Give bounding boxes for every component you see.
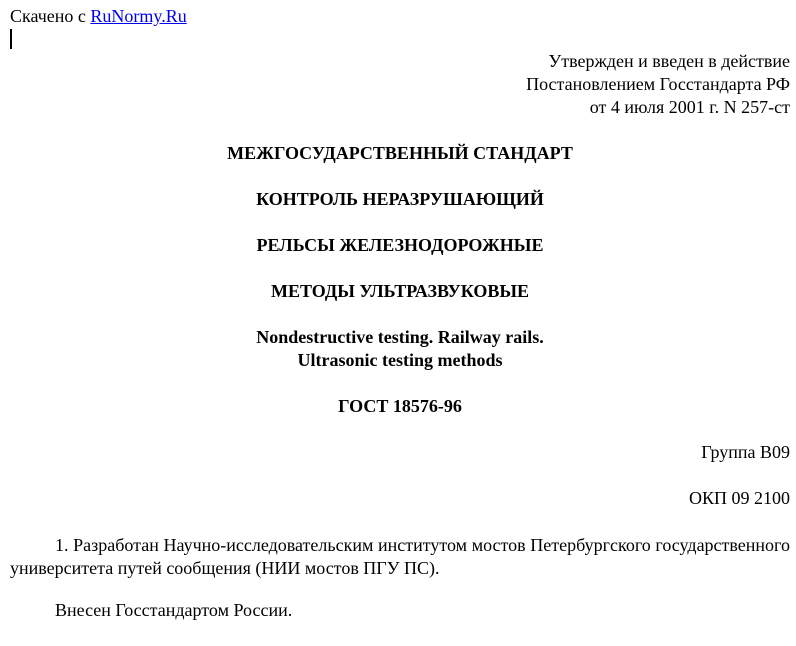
approval-line-2: Постановлением Госстандарта РФ [526,74,790,94]
okp-code: ОКП 09 2100 [688,488,790,508]
approval-line-1: Утвержден и введен в действие [548,51,790,71]
heading-ultrasonic-methods: МЕТОДЫ УЛЬТРАЗВУКОВЫЕ [270,281,530,301]
english-title-line-1: Nondestructive testing. Railway rails. [256,327,544,347]
group-code: Группа В09 [701,442,790,462]
runormy-link[interactable]: RuNormy.Ru [90,6,187,26]
paragraph-introduced-by: Внесен Госстандартом России. [55,600,293,620]
heading-interstate-standard: МЕЖГОСУДАРСТВЕННЫЙ СТАНДАРТ [227,143,573,163]
source-line [10,5,187,27]
approval-line-3: от 4 июля 2001 г. N 257-ст [589,97,790,117]
source-prefix: Скачено с [10,6,91,26]
gost-number: ГОСТ 18576-96 [338,396,462,416]
heading-railway-rails: РЕЛЬСЫ ЖЕЛЕЗНОДОРОЖНЫЕ [256,235,544,255]
english-title-line-2: Ultrasonic testing methods [297,350,503,370]
paragraph-developed-by: 1. Разработан Научно-исследовательским институтом мостов Петербургского государственного университета путей сообщения (НИИ мостов ПГУ ПС). [10,535,790,578]
heading-nondestructive-control: КОНТРОЛЬ НЕРАЗРУШАЮЩИЙ [256,189,544,209]
approval-block [526,50,790,119]
text-cursor [10,29,12,49]
